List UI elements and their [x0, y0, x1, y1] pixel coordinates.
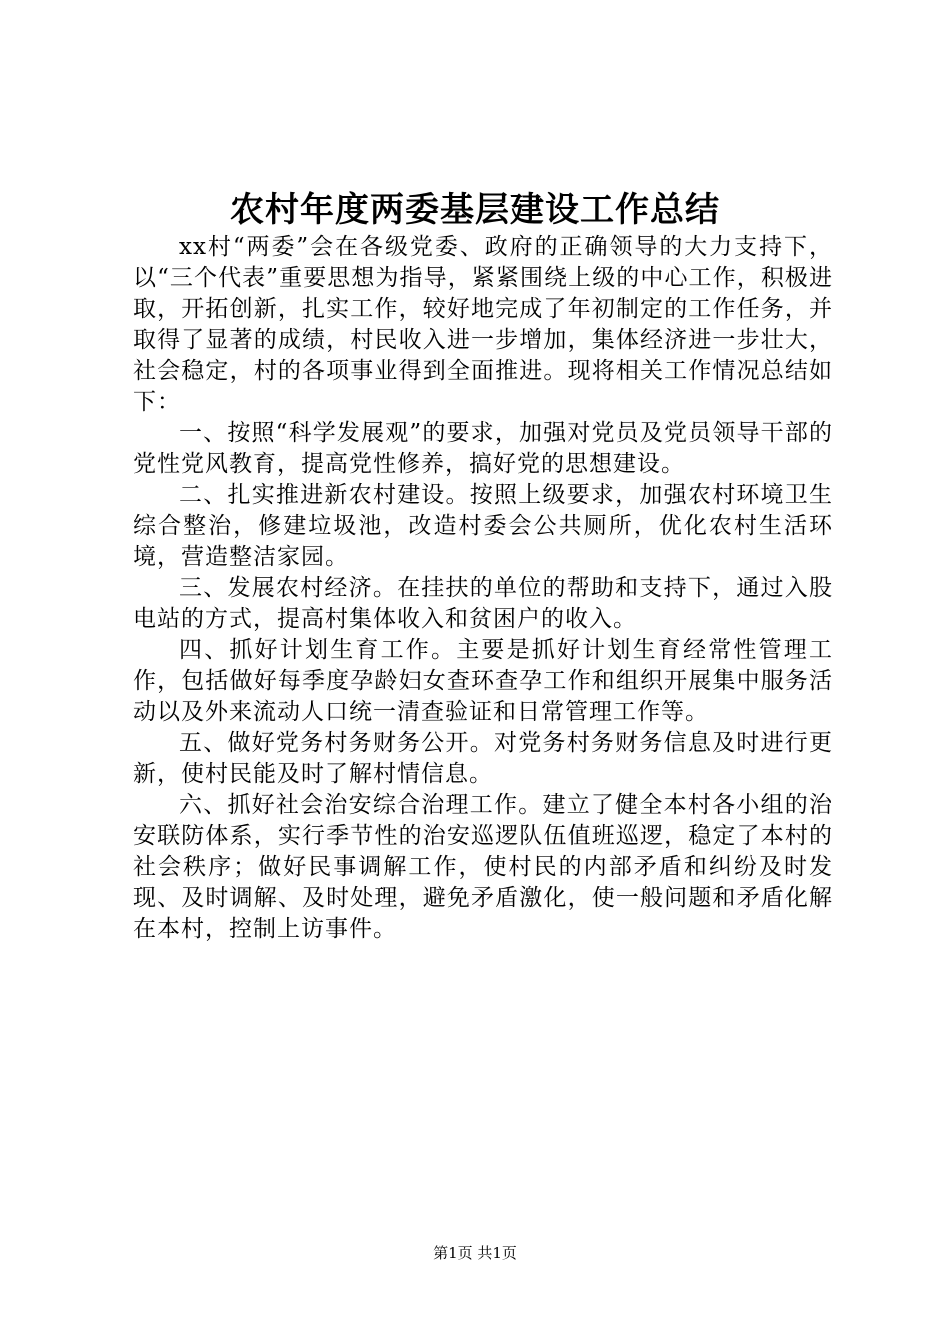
paragraph-item-6: 六、抓好社会治安综合治理工作。建立了健全本村各小组的治安联防体系，实行季节性的治安巡逻队伍值班巡逻，稳定了本村的社会秩序；做好民事调解工作，使村民的内部矛盾和纠纷及时发现、及时调解、及时处理，避免矛盾激化，使一般问题和矛盾化解在本村，控制上访事件。	[133, 792, 833, 942]
paragraph-intro: xx村“两委”会在各级党委、政府的正确领导的大力支持下，以“三个代表”重要思想为指导，紧紧围绕上级的中心工作，积极进取，开拓创新，扎实工作，较好地完成了年初制定的工作任务，并取得了显著的成绩，村民收入进一步增加，集体经济进一步壮大，社会稳定，村的各项事业得到全面推进。现将相关工作情况总结如下：	[133, 234, 833, 415]
document-title: 农村年度两委基层建设工作总结	[230, 190, 720, 230]
paragraph-item-3: 三、发展农村经济。在挂扶的单位的帮助和支持下，通过入股电站的方式，提高村集体收入和贫困户的收入。	[133, 575, 833, 632]
page-footer: 第1页 共1页	[433, 1244, 517, 1262]
document-body	[133, 232, 833, 945]
paragraph-item-4: 四、抓好计划生育工作。主要是抓好计划生育经常性管理工作，包括做好每季度孕龄妇女查环查孕工作和组织开展集中服务活动以及外来流动人口统一清查验证和日常管理工作等。	[133, 637, 833, 725]
paragraph-item-1: 一、按照“科学发展观”的要求，加强对党员及党员领导干部的党性党风教育，提高党性修养，搞好党的思想建设。	[133, 420, 833, 477]
paragraph-item-5: 五、做好党务村务财务公开。对党务村务财务信息及时进行更新，使村民能及时了解村情信息。	[133, 730, 833, 787]
paragraph-item-2: 二、扎实推进新农村建设。按照上级要求，加强农村环境卫生综合整治，修建垃圾池，改造村委会公共厕所，优化农村生活环境，营造整洁家园。	[133, 482, 833, 570]
